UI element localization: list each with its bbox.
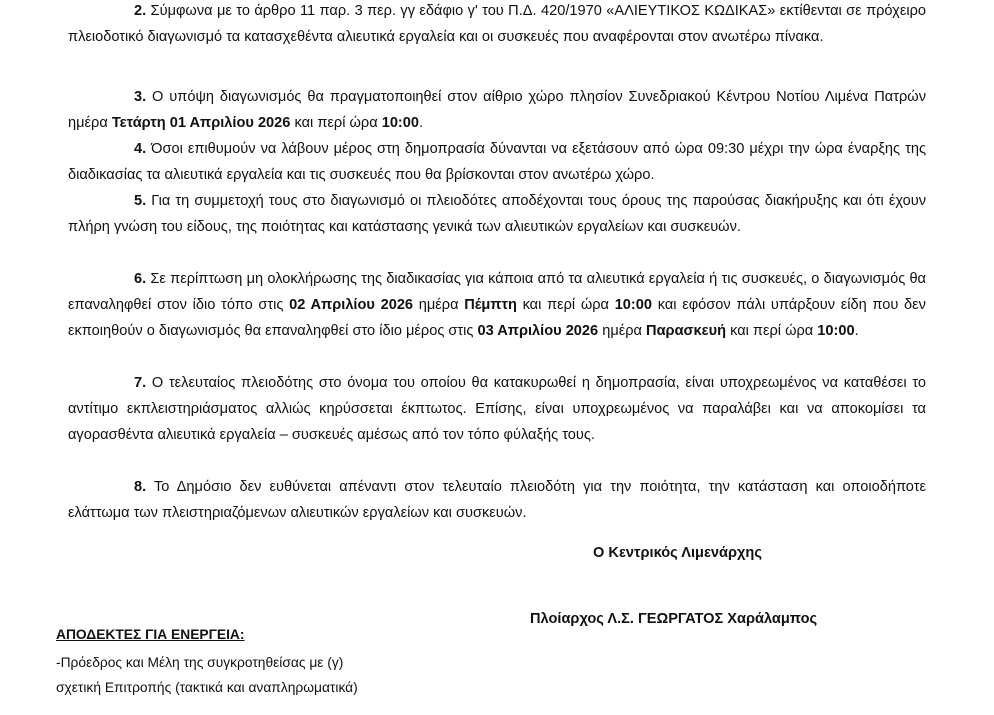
text-run: Ο τελευταίος πλειοδότης στο όνομα του οποίου θα κατακυρωθεί η δημοπρασία, είναι υποχρεωμένος να καταθέσει το αντίτιμο εκπλειστηριάσματος αλλιώς κηρύσσεται έκπτωτος. Επίσης, είναι υποχρεωμένος να παραλάβει και να αποκομίσει τα αγορασθέντα αλιευτικά εργαλεία – συσκευές αμέσως από τον τόπο φύλαξής τους.	[68, 375, 926, 443]
paragraph-text	[68, 375, 926, 443]
paragraph-text	[68, 479, 926, 521]
text-run: ημέρα	[598, 323, 647, 339]
text-run: και περί ώρα	[290, 115, 382, 131]
text-run: και περί ώρα	[726, 323, 818, 339]
paragraph-text	[68, 141, 926, 183]
bold-text-run: 10:00	[381, 115, 420, 131]
text-run: Το Δημόσιο δεν ευθύνεται απέναντι στον τελευταίο πλειοδότη για την ποιότητα, την κατάσταση και οποιοδήποτε ελάττωμα των πλειστηριαζόμενων αλιευτικών εργαλείων και συσκευών.	[68, 479, 926, 521]
bold-text-run: 02 Απριλίου 2026	[289, 297, 414, 313]
paragraph-text	[68, 271, 926, 339]
text-run: .	[419, 115, 424, 131]
paragraph-number: 8.	[134, 479, 147, 495]
paragraph-text	[68, 89, 926, 131]
paragraph-6	[68, 266, 926, 344]
paragraph-4	[68, 136, 926, 188]
paragraph-number: 4.	[134, 141, 147, 157]
paragraph-text	[68, 3, 926, 45]
paragraph-8	[68, 474, 926, 526]
paragraph-number: 2.	[134, 3, 147, 19]
paragraph-3	[68, 84, 926, 136]
text-run: Σύμφωνα με το άρθρο 11 παρ. 3 περ. γγ εδάφιο γ' του Π.Δ. 420/1970 «ΑΛΙΕΥΤΙΚΟΣ ΚΩΔΙΚΑΣ» εκτίθενται σε πρόχειρο πλειοδοτικό διαγωνισμό τα κατασχεθέντα αλιευτικά εργαλεία και οι συσκευές που αναφέρονται στον ανωτέρω πίνακα.	[68, 3, 926, 45]
bold-text-run: 10:00	[817, 323, 855, 339]
text-run: Όσοι επιθυμούν να λάβουν μέρος στη δημοπρασία δύνανται να εξετάσουν από ώρα 09:30 μέχρι την ώρα έναρξης της διαδικασίας τα αλιευτικά εργαλεία και τις συσκευές που θα βρίσκονται στον ανωτέρω χώρο.	[68, 141, 926, 183]
bold-text-run: Πέμπτη	[464, 297, 517, 313]
signature-name: Πλοίαρχος Λ.Σ. ΓΕΩΡΓΑΤΟΣ Χαράλαμπος	[530, 611, 818, 627]
paragraph-number: 5.	[134, 193, 147, 209]
recipient-line: σχετική Επιτροπής (τακτικά και αναπληρωματικά)	[56, 680, 358, 695]
paragraph-7	[68, 370, 926, 448]
text-run: και περί ώρα	[516, 297, 615, 313]
paragraph-number: 6.	[134, 271, 147, 287]
text-run: Ο υπόψη διαγωνισμός θα πραγματοποιηθεί στον αίθριο χώρο πλησίον Συνεδριακού Κέντρου Νοτίου Λιμένα Πατρών ημέρα	[68, 89, 926, 131]
signature-title: Ο Κεντρικός Λιμενάρχης	[593, 545, 762, 561]
text-run: ημέρα	[413, 297, 465, 313]
paragraph-2	[68, 0, 926, 50]
bold-text-run: 10:00	[614, 297, 653, 313]
text-run: και εφόσον πάλι υπάρξουν είδη που δεν εκποιηθούν ο διαγωνισμός θα επαναληφθεί στο ίδιο μέρος στις	[68, 297, 926, 339]
paragraph-5	[68, 188, 926, 240]
text-run: .	[854, 323, 859, 339]
bold-text-run: Τετάρτη 01 Απριλίου 2026	[111, 115, 291, 131]
paragraph-text	[68, 193, 926, 235]
recipients-heading: ΑΠΟΔΕΚΤΕΣ ΓΙΑ ΕΝΕΡΓΕΙΑ:	[56, 627, 245, 642]
bold-text-run: Παρασκευή	[646, 323, 727, 339]
text-run: Για τη συμμετοχή τους στο διαγωνισμό οι πλειοδότες αποδέχονται τους όρους της παρούσας διακήρυξης και ότι έχουν πλήρη γνώση του είδους, της ποιότητας και κατάστασης γενικά των αλιευτικών εργαλείων και συσκευών.	[68, 193, 926, 235]
text-run: Σε περίπτωση μη ολοκλήρωσης της διαδικασίας για κάποια από τα αλιευτικά εργαλεία ή τις συσκευές, ο διαγωνισμός θα επαναληφθεί στον ίδιο τόπο στις	[68, 271, 926, 313]
paragraph-number: 3.	[134, 89, 147, 105]
bold-text-run: 03 Απριλίου 2026	[477, 323, 599, 339]
paragraph-number: 7.	[134, 375, 147, 391]
recipient-line: -Πρόεδρος και Μέλη της συγκροτηθείσας με (γ)	[56, 655, 344, 670]
